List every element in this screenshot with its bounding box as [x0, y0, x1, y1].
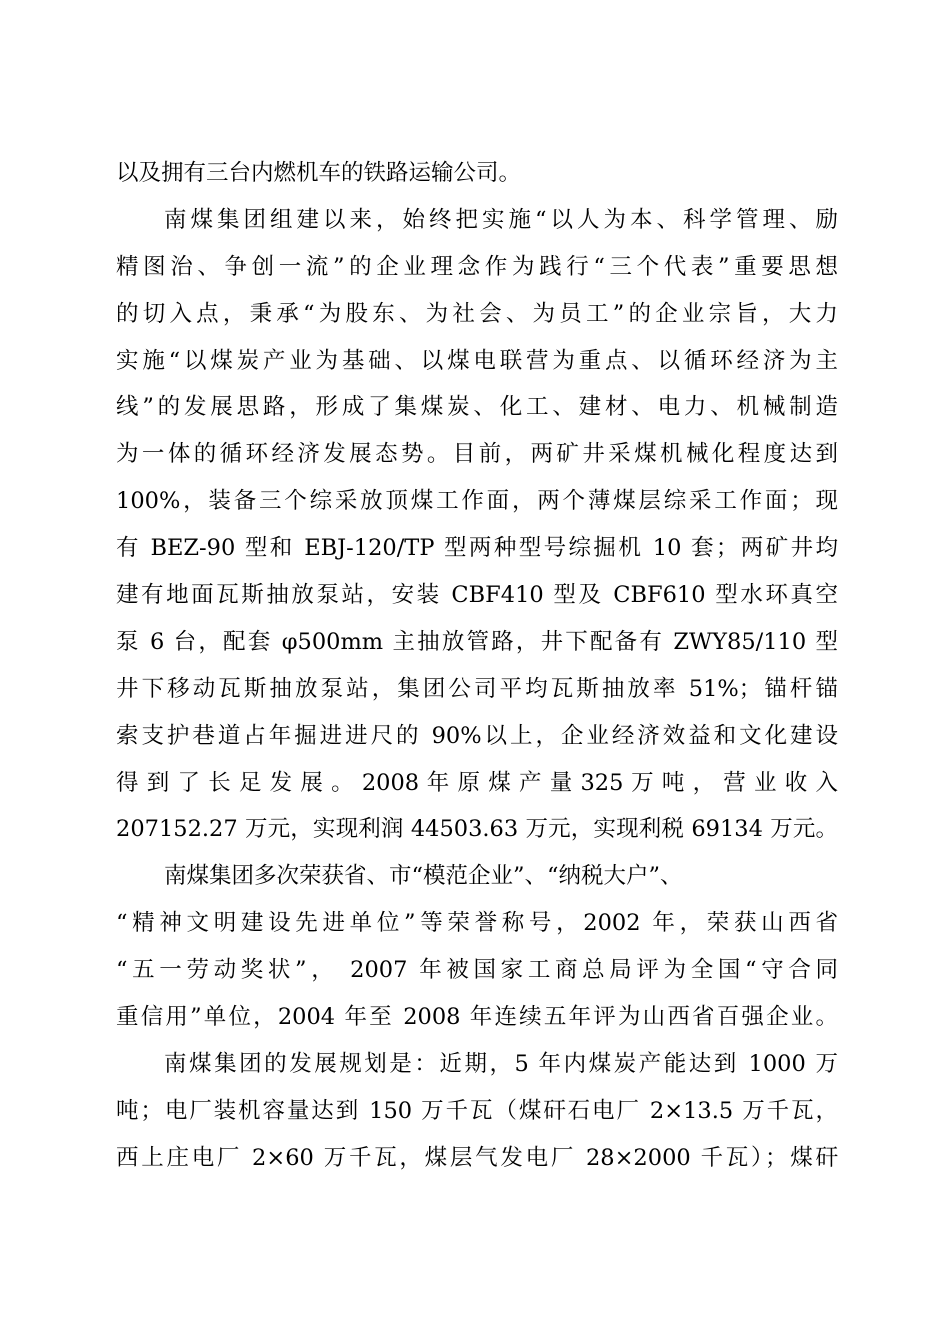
text-line: 泵 6 台，配套 φ500mm 主抽放管路，井下配备有 ZWY85/110 型: [116, 628, 838, 655]
paragraph-first-line: 南煤集团的发展规划是：近期，5 年内煤炭产能达到 1000 万: [164, 1050, 838, 1077]
text-line: 以及拥有三台内燃机车的铁路运输公司。: [116, 160, 522, 186]
text-line: “精神文明建设先进单位”等荣誉称号，2002 年，荣获山西省: [116, 910, 838, 937]
paragraph-first-line: 南煤集团多次荣获省、市“模范企业”、“纳税大户”、: [164, 863, 683, 890]
text-line: 井下移动瓦斯抽放泵站，集团公司平均瓦斯抽放率 51%；锚杆锚: [116, 675, 838, 702]
text-line: 西上庄电厂 2×60 万千瓦，煤层气发电厂 28×2000 千瓦）；煤矸: [116, 1144, 838, 1171]
text-line: 的切入点，秉承“为股东、为社会、为员工”的企业宗旨，大力: [116, 300, 838, 327]
document-body: [116, 150, 838, 1182]
text-line: 吨；电厂装机容量达到 150 万千瓦（煤矸石电厂 2×13.5 万千瓦，: [116, 1097, 838, 1124]
text-line: 有 BEZ-90 型和 EBJ-120/TP 型两种型号综掘机 10 套；两矿井均: [116, 535, 838, 562]
text-line: 实施“以煤炭产业为基础、以煤电联营为重点、以循环经济为主: [116, 347, 838, 374]
text-line: 建有地面瓦斯抽放泵站，安装 CBF410 型及 CBF610 型水环真空: [116, 582, 838, 609]
text-line: 207152.27 万元，实现利润 44503.63 万元，实现利税 69134 万元。: [116, 816, 838, 843]
text-line: 索支护巷道占年掘进进尺的 90%以上，企业经济效益和文化建设: [116, 722, 838, 749]
text-line: “五一劳动奖状”， 2007 年被国家工商总局评为全国“守合同: [116, 957, 838, 984]
text-line: 重信用”单位，2004 年至 2008 年连续五年评为山西省百强企业。: [116, 1004, 838, 1031]
text-line: 得 到 了 长 足 发 展 。 2008 年 原 煤 产 量 325 万 吨 ， 营 业 收 入: [116, 769, 838, 796]
text-line: 精图治、争创一流”的企业理念作为践行“三个代表”重要思想: [116, 253, 838, 280]
text-line: 为一体的循环经济发展态势。目前，两矿井采煤机械化程度达到: [116, 441, 838, 468]
text-line: 线”的发展思路，形成了集煤炭、化工、建材、电力、机械制造: [116, 394, 838, 421]
paragraph-first-line: 南煤集团组建以来，始终把实施“以人为本、科学管理、励: [164, 206, 838, 233]
text-line: 100%，装备三个综采放顶煤工作面，两个薄煤层综采工作面；现: [116, 488, 838, 515]
